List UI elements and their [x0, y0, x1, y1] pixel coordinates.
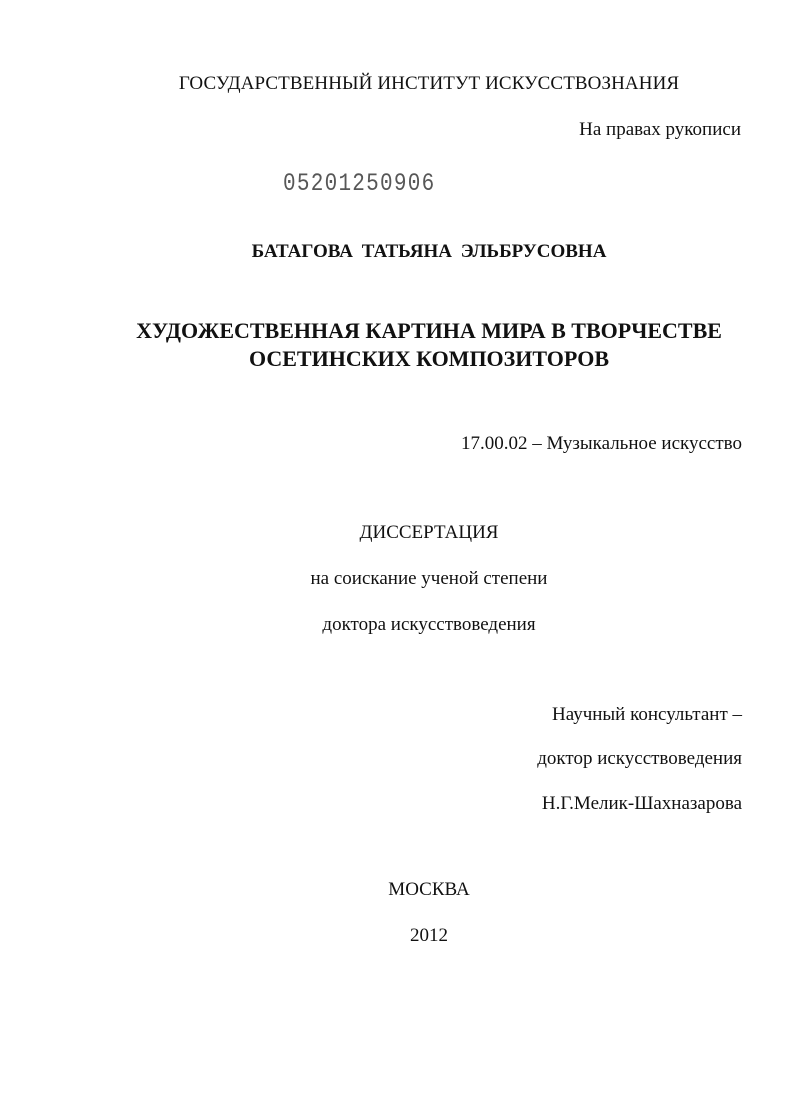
institute-name: ГОСУДАРСТВЕННЫЙ ИНСТИТУТ ИСКУССТВОЗНАНИЯ [178, 73, 680, 94]
catalog-stamp-number: 05201250906 [283, 169, 436, 198]
dissertation-title-line-2: ОСЕТИНСКИХ КОМПОЗИТОРОВ [248, 346, 609, 371]
degree-line-1: на соискание ученой степени [310, 568, 548, 589]
advisor-label: Научный консультант – [552, 704, 742, 725]
manuscript-rights-note: На правах рукописи [579, 119, 741, 140]
author-name: БАТАГОВА ТАТЬЯНА ЭЛЬБРУСОВНА [251, 241, 607, 262]
city: МОСКВА [388, 879, 470, 900]
dissertation-title-line-1: ХУДОЖЕСТВЕННАЯ КАРТИНА МИРА В ТВОРЧЕСТВЕ [136, 318, 722, 343]
work-type: ДИССЕРТАЦИЯ [359, 522, 499, 543]
year: 2012 [410, 925, 448, 946]
advisor-degree: доктор искусствоведения [537, 748, 742, 769]
specialty-code: 17.00.02 – Музыкальное искусство [460, 433, 742, 454]
advisor-name: Н.Г.Мелик-Шахназарова [541, 793, 742, 814]
degree-line-2: доктора искусствоведения [322, 614, 536, 635]
